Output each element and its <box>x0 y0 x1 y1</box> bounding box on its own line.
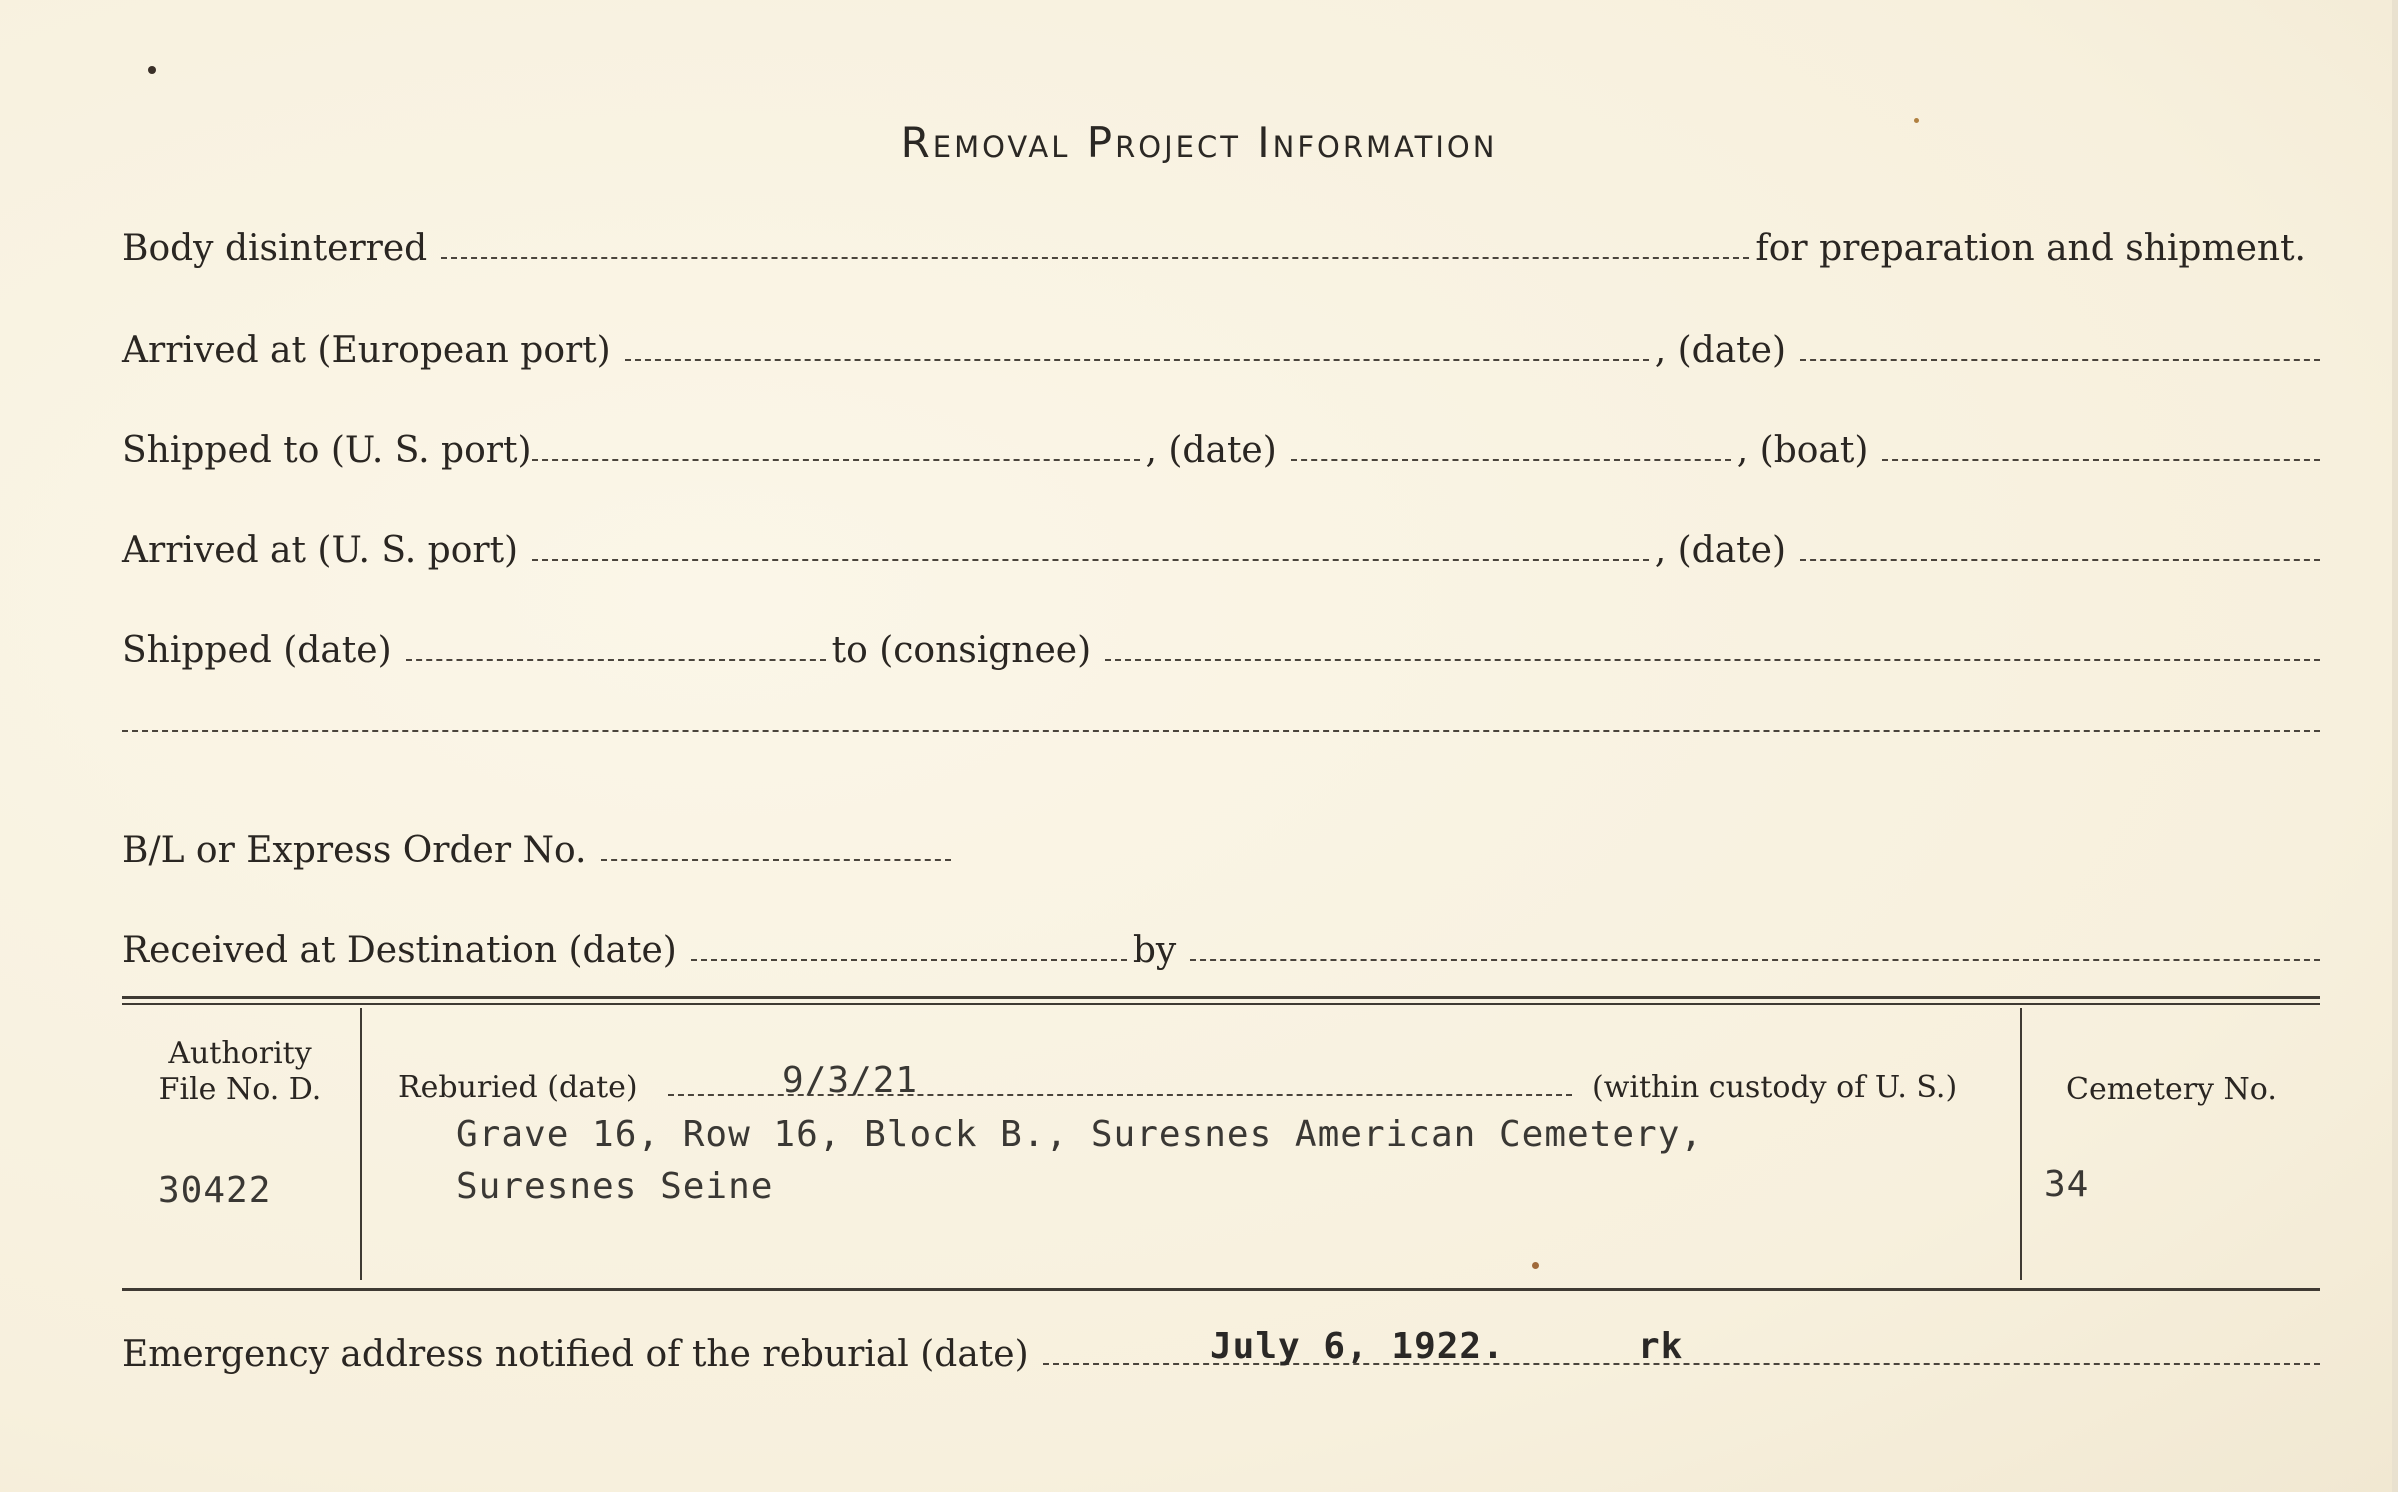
to-consignee-label: to (consignee) <box>831 630 1092 671</box>
cemetery-number: 34 <box>2044 1164 2090 1205</box>
arrived-us-field[interactable] <box>532 559 1649 561</box>
column-divider-left <box>360 1008 362 1280</box>
arrived-european-date-field[interactable] <box>1800 359 2320 361</box>
emergency-initials: rk <box>1638 1326 1684 1367</box>
reburied-date: 9/3/21 <box>782 1060 919 1101</box>
shipped-date-label: Shipped (date) <box>122 630 392 671</box>
received-label: Received at Destination (date) <box>122 930 677 971</box>
date-label: , (date) <box>1654 330 1786 371</box>
shipped-date-field[interactable] <box>406 659 826 661</box>
card-edge <box>2392 0 2398 1492</box>
arrived-us-label: Arrived at (U. S. port) <box>122 530 519 571</box>
bl-label: B/L or Express Order No. <box>122 830 587 871</box>
consignee-continuation-row <box>122 730 2320 742</box>
consignee-continuation-field[interactable] <box>122 730 2320 732</box>
authority-file-number: 30422 <box>158 1170 272 1211</box>
shipped-to-row <box>122 430 2320 471</box>
ink-speck <box>1532 1262 1539 1269</box>
bl-field[interactable] <box>601 859 951 861</box>
by-label: by <box>1132 930 1177 971</box>
received-by-field[interactable] <box>1190 959 2320 961</box>
grave-location-line-1: Grave 16, Row 16, Block B., Suresnes American Cemetery, <box>456 1114 1704 1155</box>
section-bottom-rule <box>122 1288 2320 1291</box>
file-no-label: File No. D. <box>158 1072 322 1107</box>
date-label: , (date) <box>1145 430 1277 471</box>
bl-row <box>122 830 2320 871</box>
date-label: , (date) <box>1654 530 1786 571</box>
section-top-rule <box>122 996 2320 999</box>
arrived-european-row <box>122 330 2320 371</box>
custody-label: (within custody of U. S.) <box>1592 1070 1958 1105</box>
shipped-to-label: Shipped to (U. S. port) <box>122 430 532 471</box>
for-preparation-label: for preparation and shipment. <box>1755 228 2306 269</box>
arrived-us-row <box>122 530 2320 571</box>
body-disinterred-row <box>122 228 2320 269</box>
received-date-field[interactable] <box>691 959 1127 961</box>
grave-location-line-2: Suresnes Seine <box>456 1166 774 1207</box>
arrived-european-field[interactable] <box>625 359 1649 361</box>
boat-field[interactable] <box>1882 459 2320 461</box>
body-disinterred-label: Body disinterred <box>122 228 428 269</box>
authority-label: Authority <box>168 1036 312 1071</box>
shipped-date-row <box>122 630 2320 671</box>
arrived-us-date-field[interactable] <box>1800 559 2320 561</box>
arrived-european-label: Arrived at (European port) <box>122 330 611 371</box>
ink-speck <box>148 66 156 74</box>
cemetery-no-label: Cemetery No. <box>2066 1072 2277 1107</box>
received-row <box>122 930 2320 971</box>
shipped-to-port-field[interactable] <box>532 459 1140 461</box>
column-divider-right <box>2020 1008 2022 1280</box>
page-title: Removal Project Information <box>900 118 1498 167</box>
body-disinterred-field[interactable] <box>441 257 1749 259</box>
section-top-rule-inner <box>122 1003 2320 1005</box>
emergency-label: Emergency address notified of the reburial (date) <box>122 1334 1029 1375</box>
emergency-date: July 6, 1922. <box>1210 1326 1505 1367</box>
consignee-field[interactable] <box>1105 659 2320 661</box>
boat-label: , (boat) <box>1736 430 1869 471</box>
reburied-label: Reburied (date) <box>398 1070 638 1105</box>
shipped-to-date-field[interactable] <box>1291 459 1731 461</box>
